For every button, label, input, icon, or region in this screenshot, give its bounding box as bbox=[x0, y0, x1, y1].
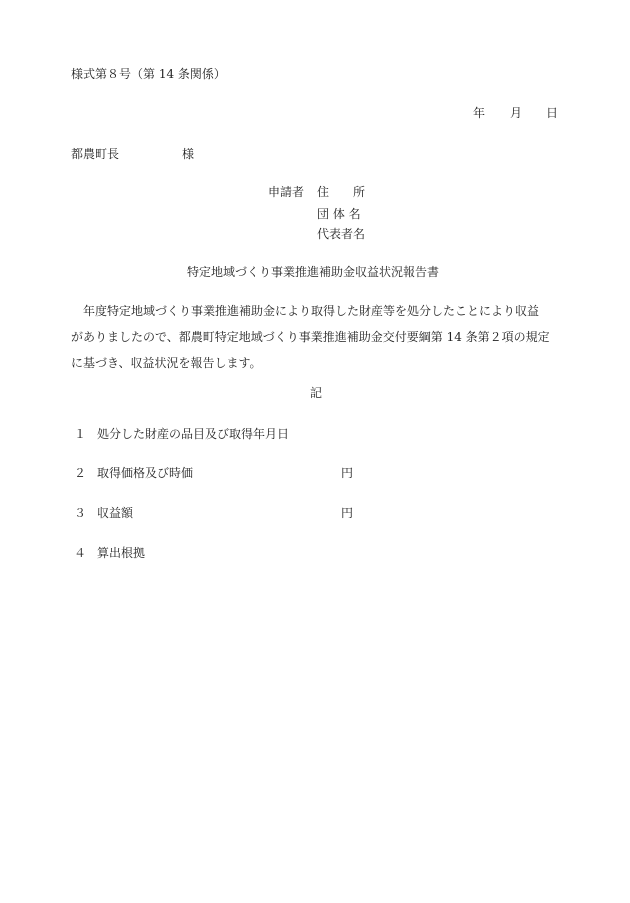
item-1-number: １ bbox=[74, 427, 87, 441]
item-1-label: 処分した財産の品目及び取得年月日 bbox=[97, 427, 290, 441]
address-label: 住 所 bbox=[317, 185, 366, 199]
body-paragraph bbox=[71, 298, 561, 376]
item-3-number: ３ bbox=[74, 506, 87, 520]
item-3-label: 収益額 bbox=[97, 506, 134, 520]
item-2-number: ２ bbox=[74, 466, 87, 480]
addressee-honorific: 様 bbox=[182, 147, 195, 161]
body-line: に基づき、収益状況を報告します。 bbox=[71, 356, 262, 370]
date-day: 日 bbox=[546, 106, 559, 120]
body-line: 年度特定地域づくり事業推進補助金により取得した財産等を処分したことにより収益 bbox=[71, 304, 540, 318]
body-line: がありましたので、都農町特定地域づくり事業推進補助金交付要綱第 14 条第２項の規定 bbox=[71, 330, 550, 344]
item-2-label: 取得価格及び時価 bbox=[97, 466, 194, 480]
item-4-label: 算出根拠 bbox=[97, 546, 146, 560]
form-number: 様式第８号（第 14 条関係） bbox=[71, 67, 226, 81]
ki-heading: 記 bbox=[310, 386, 323, 400]
item-2-unit: 円 bbox=[341, 466, 354, 480]
date-month: 月 bbox=[510, 106, 523, 120]
applicant-label: 申請者 bbox=[268, 185, 305, 199]
item-4-number: ４ bbox=[74, 546, 87, 560]
representative-label: 代表者名 bbox=[317, 227, 366, 241]
date-year: 年 bbox=[473, 106, 486, 120]
document-title: 特定地域づくり事業推進補助金収益状況報告書 bbox=[187, 265, 440, 279]
item-3-unit: 円 bbox=[341, 506, 354, 520]
group-name-label: 団 体 名 bbox=[317, 207, 361, 221]
addressee-name: 都農町長 bbox=[71, 147, 120, 161]
